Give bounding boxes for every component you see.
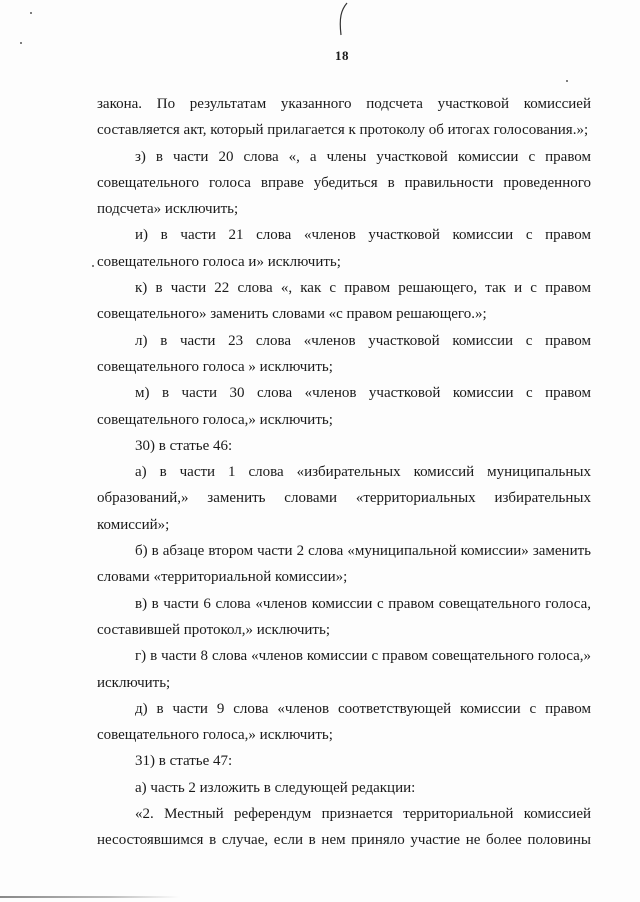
text-line: совещательного голоса и» исключить;: [97, 253, 341, 270]
scan-speck: [566, 80, 568, 82]
text-line: к) в части 22 слова «, как с правом решающего, так и с правом: [135, 280, 591, 297]
text-line: составляется акт, который прилагается к протоколу об итогах голосования.»;: [97, 122, 589, 139]
text-line: образований,» заменить словами «территориальных избирательных: [97, 490, 591, 507]
text-line: совещательного» заменить словами «с правом решающего.»;: [97, 306, 487, 323]
text-line: м) в части 30 слова «членов участковой комиссии с правом: [135, 385, 591, 402]
text-line: а) часть 2 изложить в следующей редакции:: [135, 779, 416, 796]
text-line: д) в части 9 слова «членов соответствующей комиссии с правом: [135, 700, 591, 717]
text-line: 31) в статье 47:: [135, 753, 233, 770]
document-body: [97, 91, 591, 854]
page-number: 18: [335, 48, 349, 63]
scan-speck: [30, 12, 32, 14]
scan-edge: [0, 896, 180, 898]
text-line: словами «территориальной комиссии»;: [97, 569, 348, 586]
handwritten-stroke: [336, 2, 350, 36]
text-line: и) в части 21 слова «членов участковой комиссии с правом: [135, 227, 591, 244]
text-line: совещательного голоса вправе убедиться в правильности проведенного: [97, 174, 591, 191]
text-line: совещательного голоса,» исключить;: [97, 727, 333, 744]
text-line: подсчета» исключить;: [97, 201, 239, 218]
scan-speck: [92, 265, 94, 267]
text-line: исключить;: [97, 674, 171, 691]
text-line: л) в части 23 слова «членов участковой комиссии с правом: [135, 332, 591, 349]
text-line: з) в части 20 слова «, а члены участковой комиссии с правом: [135, 148, 591, 165]
text-line: комиссий»;: [97, 516, 170, 533]
text-line: г) в части 8 слова «членов комиссии с правом совещательного голоса,»: [135, 648, 591, 665]
text-line: б) в абзаце втором части 2 слова «муниципальной комиссии» заменить: [135, 543, 591, 560]
text-line: несостоявшимся в случае, если в нем приняло участие не более половины: [97, 832, 591, 849]
text-line: 30) в статье 46:: [135, 437, 233, 454]
text-line: совещательного голоса » исключить;: [97, 358, 333, 375]
text-line: совещательного голоса,» исключить;: [97, 411, 333, 428]
scan-speck: [20, 42, 22, 44]
text-line: «2. Местный референдум признается территориальной комиссией: [135, 806, 591, 823]
text-line: в) в части 6 слова «членов комиссии с правом совещательного голоса,: [135, 595, 591, 612]
text-line: составившей протокол,» исключить;: [97, 621, 330, 638]
text-line: закона. По результатам указанного подсчета участковой комиссией: [97, 96, 591, 112]
text-line: а) в части 1 слова «избирательных комиссий муниципальных: [135, 464, 591, 481]
